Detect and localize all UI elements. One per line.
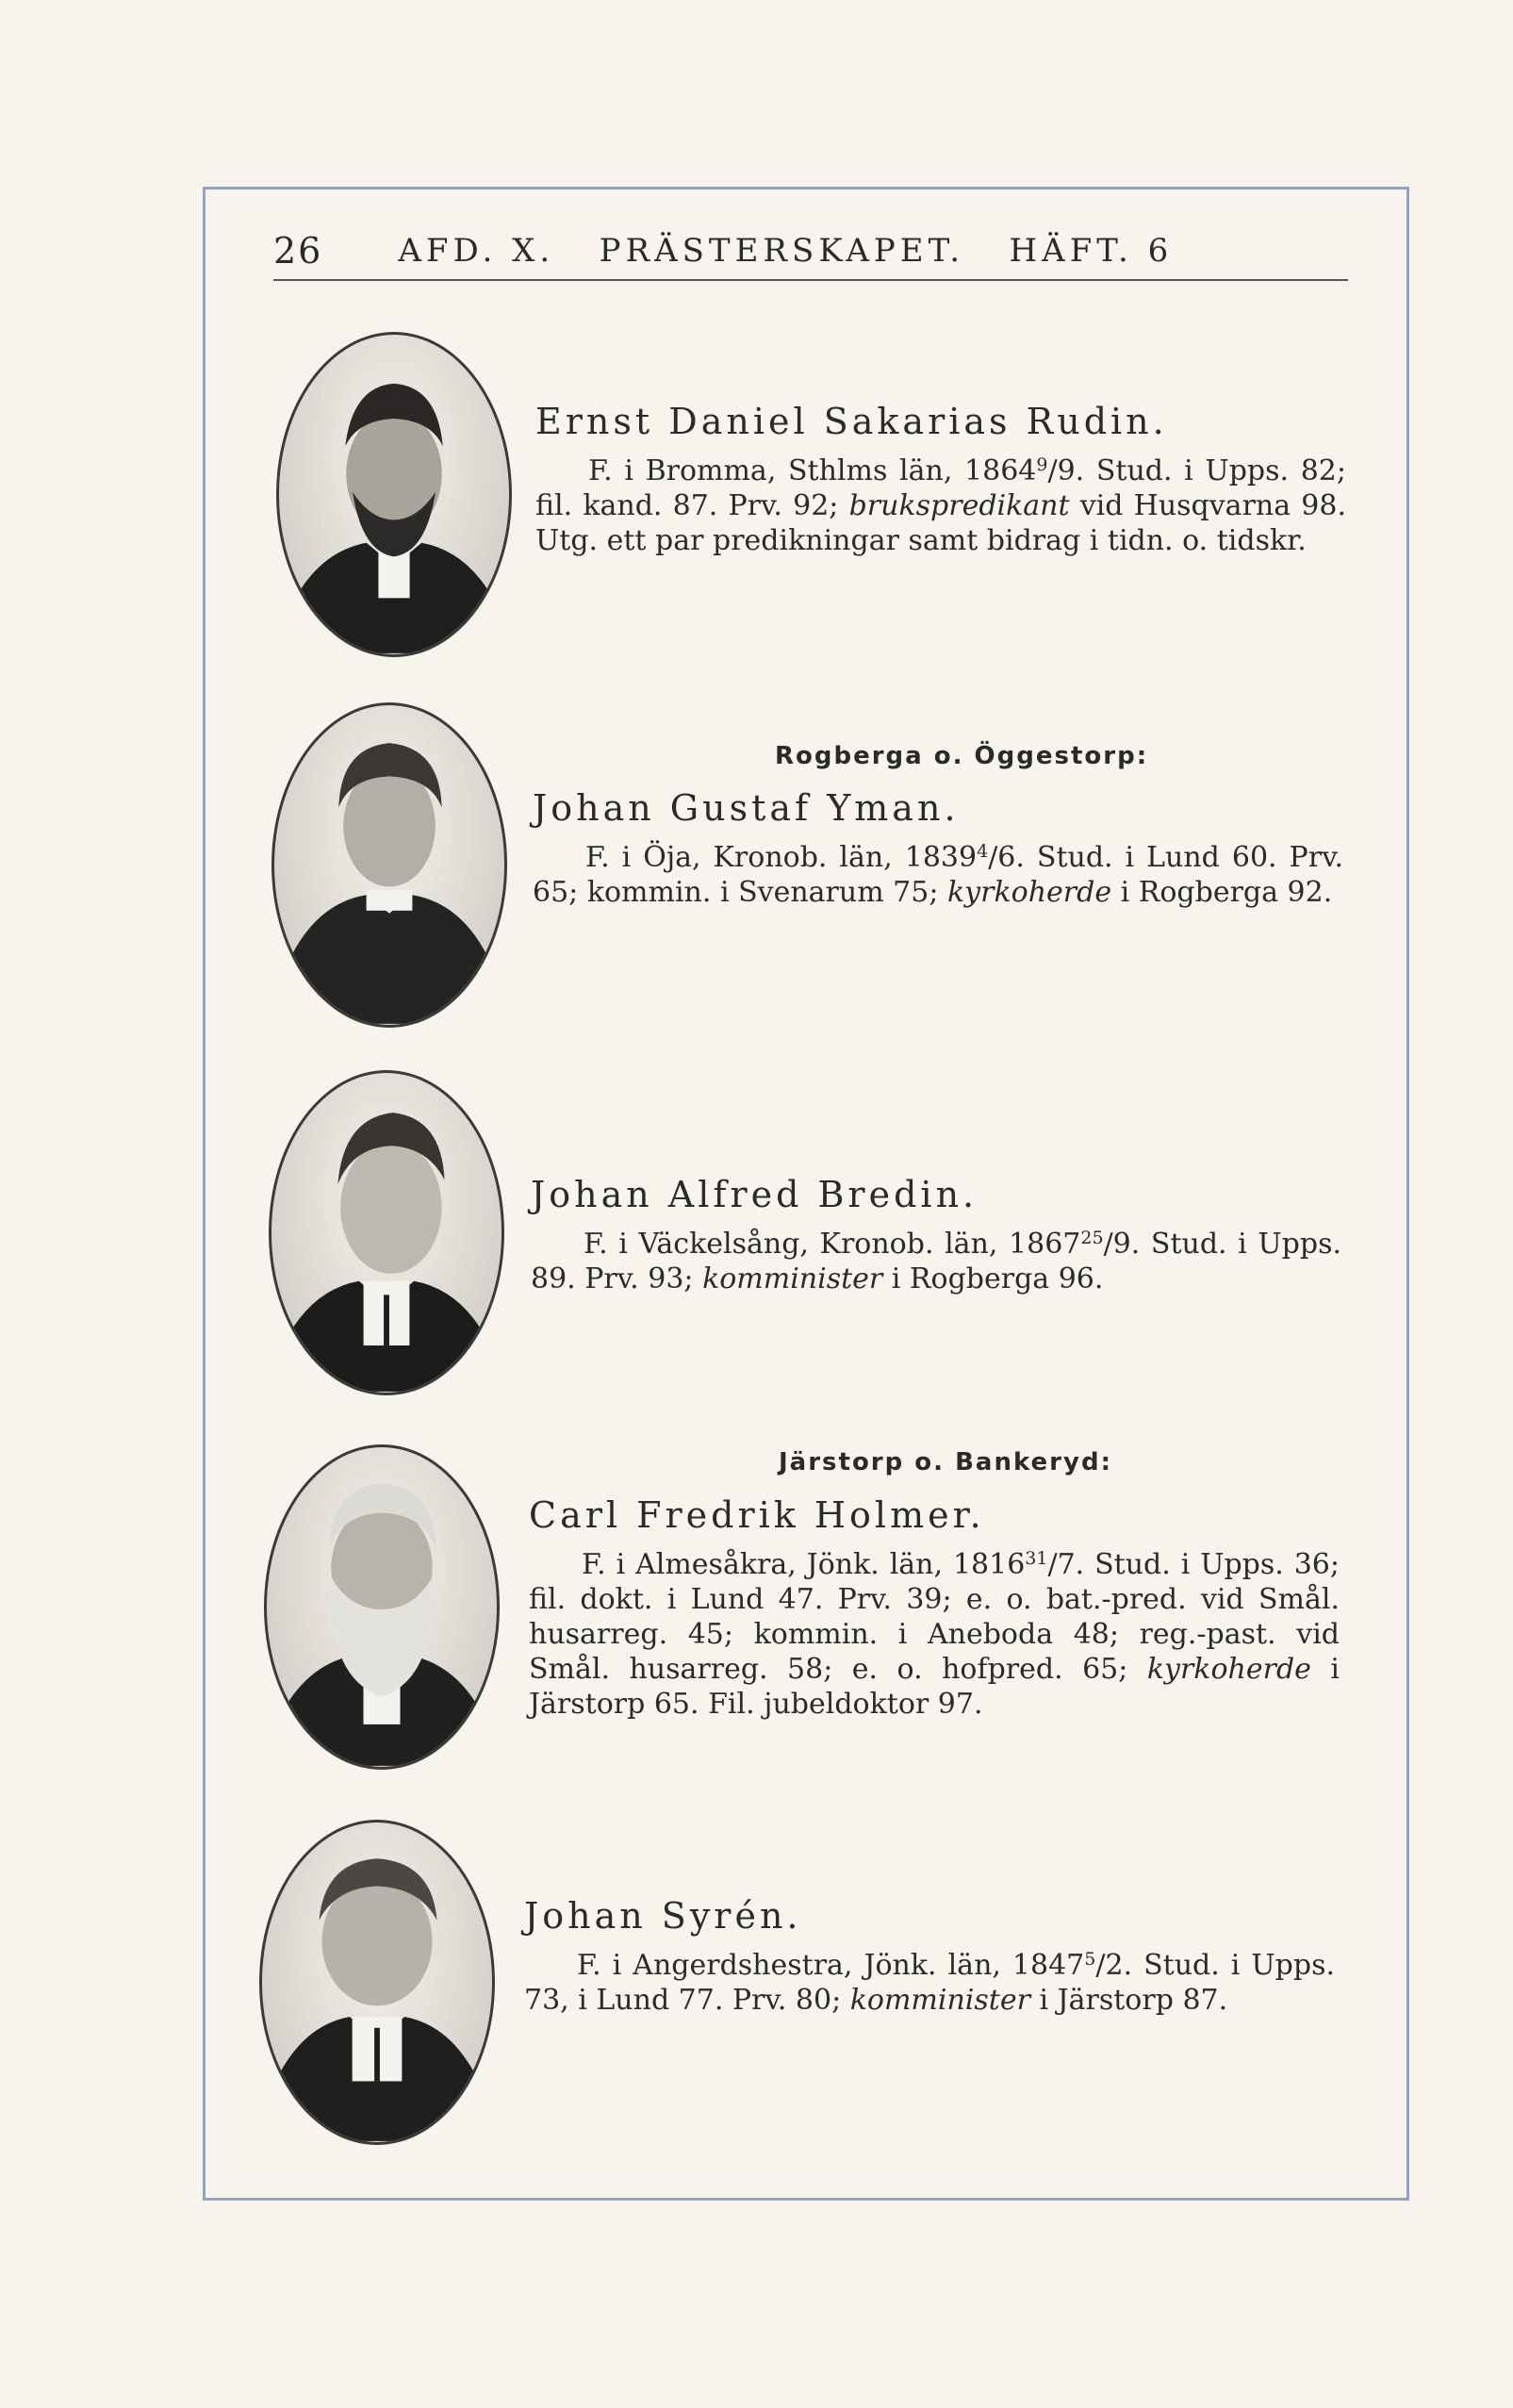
portrait-yman-image xyxy=(274,705,504,1025)
bio-text: /7. Stud. i Upps. 36; fil. dokt. i Lund 47. Prv. 39; e. o. bat.-pred. vid Smål. husarreg. 45; kommin. i Aneboda 48; reg.-past. vid Smål. husarreg. 58; e. o. hofpred. 65; xyxy=(529,1548,1340,1686)
portrait-rudin-image xyxy=(279,335,509,654)
portrait-holmer-image xyxy=(267,1447,497,1767)
entry-bredin xyxy=(531,1174,1341,1296)
bio-text: F. i Väckelsång, Kronob. län, 1867 xyxy=(584,1228,1081,1261)
person-bio xyxy=(531,1227,1341,1296)
section-title-jarstorp: Järstorp o. Bankeryd: xyxy=(779,1448,1112,1476)
portrait-rudin xyxy=(276,332,512,657)
portrait-holmer xyxy=(264,1444,500,1770)
entry-yman xyxy=(533,787,1343,910)
italic-title: kyrkoherde xyxy=(1146,1653,1311,1686)
bio-text: i Järstorp 65. Fil. jubeldoktor 97. xyxy=(529,1653,1340,1721)
portrait-bredin xyxy=(269,1070,504,1395)
person-bio xyxy=(524,1948,1335,2018)
person-name: Johan Gustaf Yman. xyxy=(533,787,960,829)
italic-title: komminister xyxy=(702,1262,883,1295)
italic-title: komminister xyxy=(849,1984,1030,2017)
bio-text: i Rogberga 96. xyxy=(882,1262,1104,1295)
person-name: Johan Syrén. xyxy=(524,1895,802,1937)
bio-text: i Järstorp 87. xyxy=(1029,1984,1228,2017)
person-name: Johan Alfred Bredin. xyxy=(531,1174,979,1215)
portrait-bredin-image xyxy=(271,1073,502,1393)
bio-text: vid Husqvarna 98. Utg. ett par predikningar samt bidrag i tidn. o. tidskr. xyxy=(535,489,1347,557)
bio-text: /9. Stud. i Upps. 82; fil. kand. 87. Prv. 92; xyxy=(535,454,1346,522)
date-superscript: 9 xyxy=(1036,454,1048,475)
date-superscript: 4 xyxy=(977,841,989,862)
person-bio xyxy=(529,1547,1340,1722)
bio-text: i Rogberga 92. xyxy=(1111,876,1333,909)
bio-text: /2. Stud. i Upps. 73, i Lund 77. Prv. 80; xyxy=(524,1949,1336,2017)
person-bio xyxy=(535,454,1346,558)
italic-title: brukspredikant xyxy=(848,489,1070,522)
page-number: 26 xyxy=(273,230,323,272)
section-title-rogberga: Rogberga o. Öggestorp: xyxy=(775,742,1149,770)
person-name: Carl Fredrik Holmer. xyxy=(529,1494,985,1536)
portrait-syren xyxy=(259,1820,495,2145)
entry-rudin xyxy=(535,401,1346,558)
bio-text: F. i Angerdshestra, Jönk. län, 1847 xyxy=(577,1949,1085,1982)
portrait-yman xyxy=(271,702,507,1028)
entry-syren xyxy=(524,1895,1335,2018)
page-header xyxy=(273,223,1348,281)
bio-text: F. i Öja, Kronob. län, 1839 xyxy=(585,841,978,874)
running-title: AFD. X. PRÄSTERSKAPET. HÄFT. 6 xyxy=(398,232,1174,270)
portrait-syren-image xyxy=(262,1822,492,2142)
bio-text: F. i Bromma, Sthlms län, 1864 xyxy=(588,454,1037,487)
date-superscript: 25 xyxy=(1080,1228,1104,1248)
bio-text: F. i Almesåkra, Jönk. län, 1816 xyxy=(582,1548,1026,1581)
date-superscript: 31 xyxy=(1025,1548,1048,1569)
person-bio xyxy=(533,840,1343,910)
italic-title: kyrkoherde xyxy=(947,876,1112,909)
person-name: Ernst Daniel Sakarias Rudin. xyxy=(535,401,1168,442)
entry-holmer xyxy=(529,1494,1340,1722)
date-superscript: 5 xyxy=(1084,1949,1096,1970)
bio-text: /9. Stud. i Upps. 89. Prv. 93; xyxy=(531,1228,1342,1295)
bio-text: /6. Stud. i Lund 60. Prv. 65; kommin. i Svenarum 75; xyxy=(533,841,1343,909)
